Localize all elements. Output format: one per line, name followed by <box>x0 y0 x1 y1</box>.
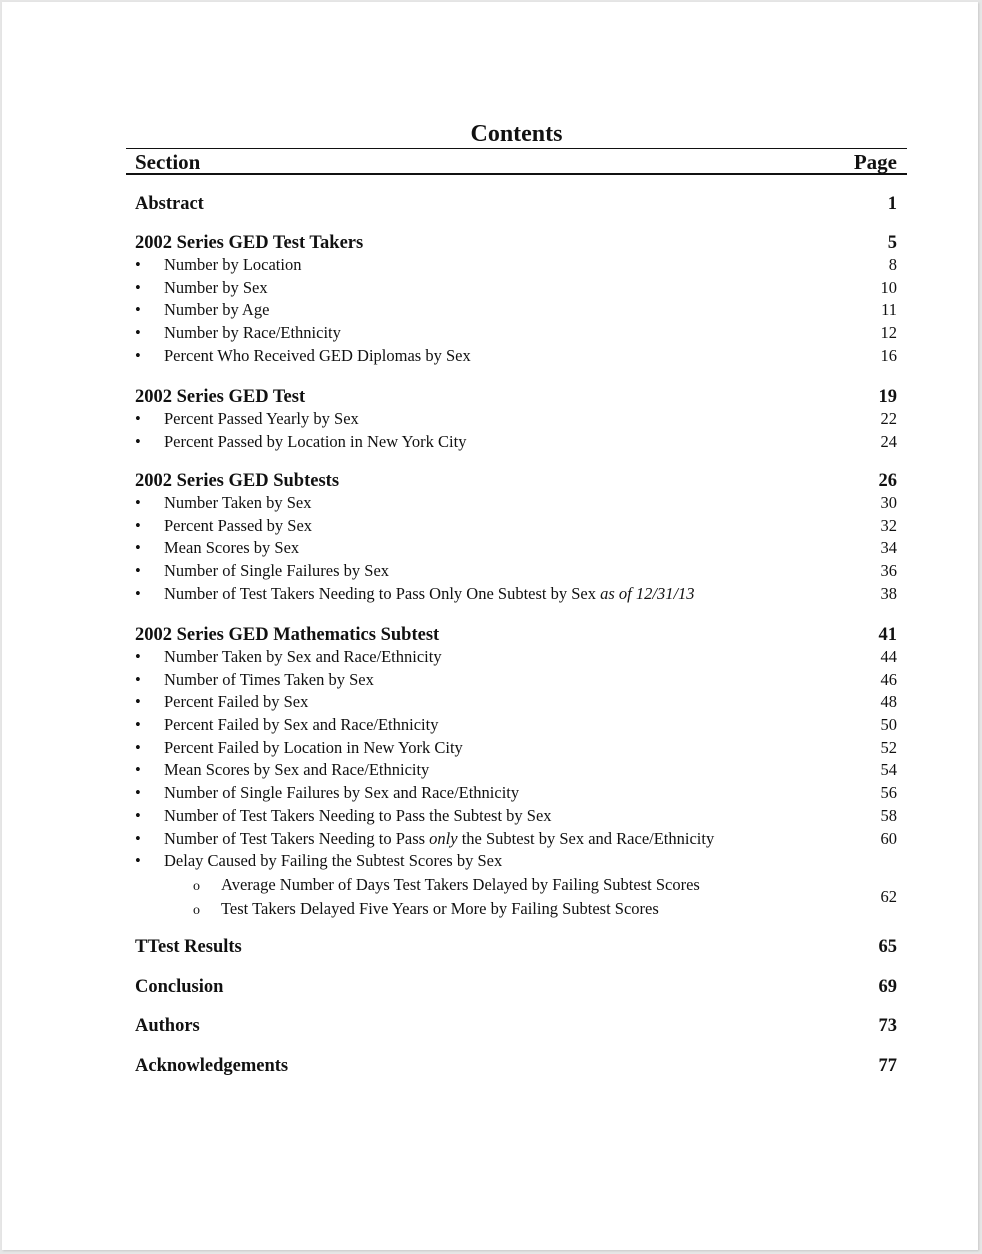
list-item[interactable]: • Number Taken by Sex and Race/Ethnicity 44 <box>135 646 897 669</box>
section-title[interactable]: 2002 Series GED Test <box>135 387 306 407</box>
section-page: 26 <box>878 471 897 491</box>
list-item[interactable]: • Delay Caused by Failing the Subtest Scores by Sex <box>135 850 897 873</box>
list-item[interactable]: • Number Taken by Sex 30 <box>135 492 897 515</box>
bullet-icon: • <box>135 647 141 666</box>
section-page: 41 <box>878 625 897 645</box>
section-page: 77 <box>878 1056 897 1076</box>
list-item[interactable]: • Number of Single Failures by Sex and Race/Ethnicity 56 <box>135 782 897 805</box>
section-title[interactable]: TTest Results <box>135 937 242 957</box>
section-title[interactable]: Acknowledgements <box>135 1056 289 1076</box>
bullet-icon: • <box>135 277 141 297</box>
sub-list-item[interactable]: o Test Takers Delayed Five Years or More by Failing Subtest Scores <box>135 897 700 921</box>
toc-section-authors <box>126 1015 907 1037</box>
table-of-contents <box>126 120 907 1076</box>
list-item[interactable]: • Percent Failed by Sex and Race/Ethnicity 50 <box>135 714 897 737</box>
bullet-icon: • <box>135 409 141 428</box>
toc-section-subtests <box>126 470 907 605</box>
list-item[interactable]: • Percent Failed by Sex 48 <box>135 691 897 714</box>
sub-list-item[interactable]: o Average Number of Days Test Takers Delayed by Failing Subtest Scores <box>135 873 700 897</box>
bullet-icon: • <box>135 300 141 320</box>
bullet-icon: • <box>135 323 141 343</box>
bullet-icon: • <box>135 737 141 757</box>
toc-section-acknowledgements <box>126 1055 907 1077</box>
section-title[interactable]: 2002 Series GED Test Takers <box>135 233 364 253</box>
section-page: 65 <box>878 937 897 957</box>
bullet-icon: • <box>135 851 141 871</box>
list-item[interactable]: • Percent Failed by Location in New York City 52 <box>135 737 897 760</box>
bullet-icon: • <box>135 493 141 512</box>
circle-bullet-icon: o <box>193 878 200 894</box>
section-title[interactable]: Authors <box>135 1016 200 1036</box>
list-item[interactable]: • Number by Sex 10 <box>135 277 897 300</box>
sub-list-group <box>135 873 897 921</box>
list-item[interactable]: • Number of Test Takers Needing to Pass the Subtest by Sex 58 <box>135 805 897 828</box>
section-column-header: Section <box>135 150 201 174</box>
bullet-icon: • <box>135 345 141 365</box>
list-item[interactable]: • Percent Passed by Sex 32 <box>135 515 897 538</box>
bullet-icon: • <box>135 828 141 848</box>
section-page: 73 <box>878 1016 897 1036</box>
document-page <box>2 2 978 1250</box>
toc-header <box>126 148 907 175</box>
bullet-icon: • <box>135 760 141 780</box>
section-title[interactable]: Conclusion <box>135 977 224 997</box>
circle-bullet-icon: o <box>193 902 200 918</box>
section-page: 69 <box>878 977 897 997</box>
toc-section-abstract <box>126 193 907 215</box>
page-column-header: Page <box>853 150 897 174</box>
section-title[interactable]: 2002 Series GED Mathematics Subtest <box>135 625 440 645</box>
list-item[interactable]: • Number by Age 11 <box>135 299 897 322</box>
bullet-icon: • <box>135 431 141 451</box>
list-item[interactable]: • Number by Race/Ethnicity 12 <box>135 322 897 345</box>
list-item[interactable]: • Number of Times Taken by Sex 46 <box>135 669 897 692</box>
bullet-icon: • <box>135 538 141 558</box>
list-item[interactable]: • Percent Passed Yearly by Sex 22 <box>135 408 897 431</box>
bullet-icon: • <box>135 255 141 274</box>
list-item[interactable]: • Percent Passed by Location in New York City 24 <box>135 431 897 454</box>
section-page: 1 <box>887 194 897 214</box>
sub-list-page: 62 <box>880 886 897 906</box>
bullet-icon: • <box>135 805 141 825</box>
section-page: 19 <box>878 387 897 407</box>
bullet-icon: • <box>135 515 141 535</box>
bullet-icon: • <box>135 692 141 712</box>
bullet-icon: • <box>135 561 141 581</box>
list-item[interactable]: • Number of Single Failures by Sex 36 <box>135 560 897 583</box>
toc-section-test-takers <box>126 232 907 367</box>
section-title[interactable]: 2002 Series GED Subtests <box>135 471 340 491</box>
list-item[interactable]: • Number by Location 8 <box>135 254 897 277</box>
toc-section-math-subtest <box>126 624 907 921</box>
toc-section-conclusion <box>126 976 907 998</box>
list-item[interactable]: • Mean Scores by Sex 34 <box>135 537 897 560</box>
toc-section-ged-test <box>126 386 907 453</box>
section-page: 5 <box>887 233 897 253</box>
bullet-icon: • <box>135 669 141 689</box>
page-title: Contents <box>470 121 563 147</box>
toc-section-ttest-results <box>126 936 907 958</box>
list-item[interactable]: • Number of Test Takers Needing to Pass only the Subtest by Sex and Race/Ethnicity 60 <box>135 828 897 851</box>
bullet-icon: • <box>135 715 141 735</box>
list-item[interactable]: • Mean Scores by Sex and Race/Ethnicity 54 <box>135 759 897 782</box>
list-item[interactable]: • Percent Who Received GED Diplomas by Sex 16 <box>135 345 897 368</box>
bullet-icon: • <box>135 783 141 803</box>
list-item[interactable]: • Number of Test Takers Needing to Pass Only One Subtest by Sex as of 12/31/13 38 <box>135 583 897 606</box>
section-title[interactable]: Abstract <box>135 194 204 214</box>
bullet-icon: • <box>135 583 141 603</box>
